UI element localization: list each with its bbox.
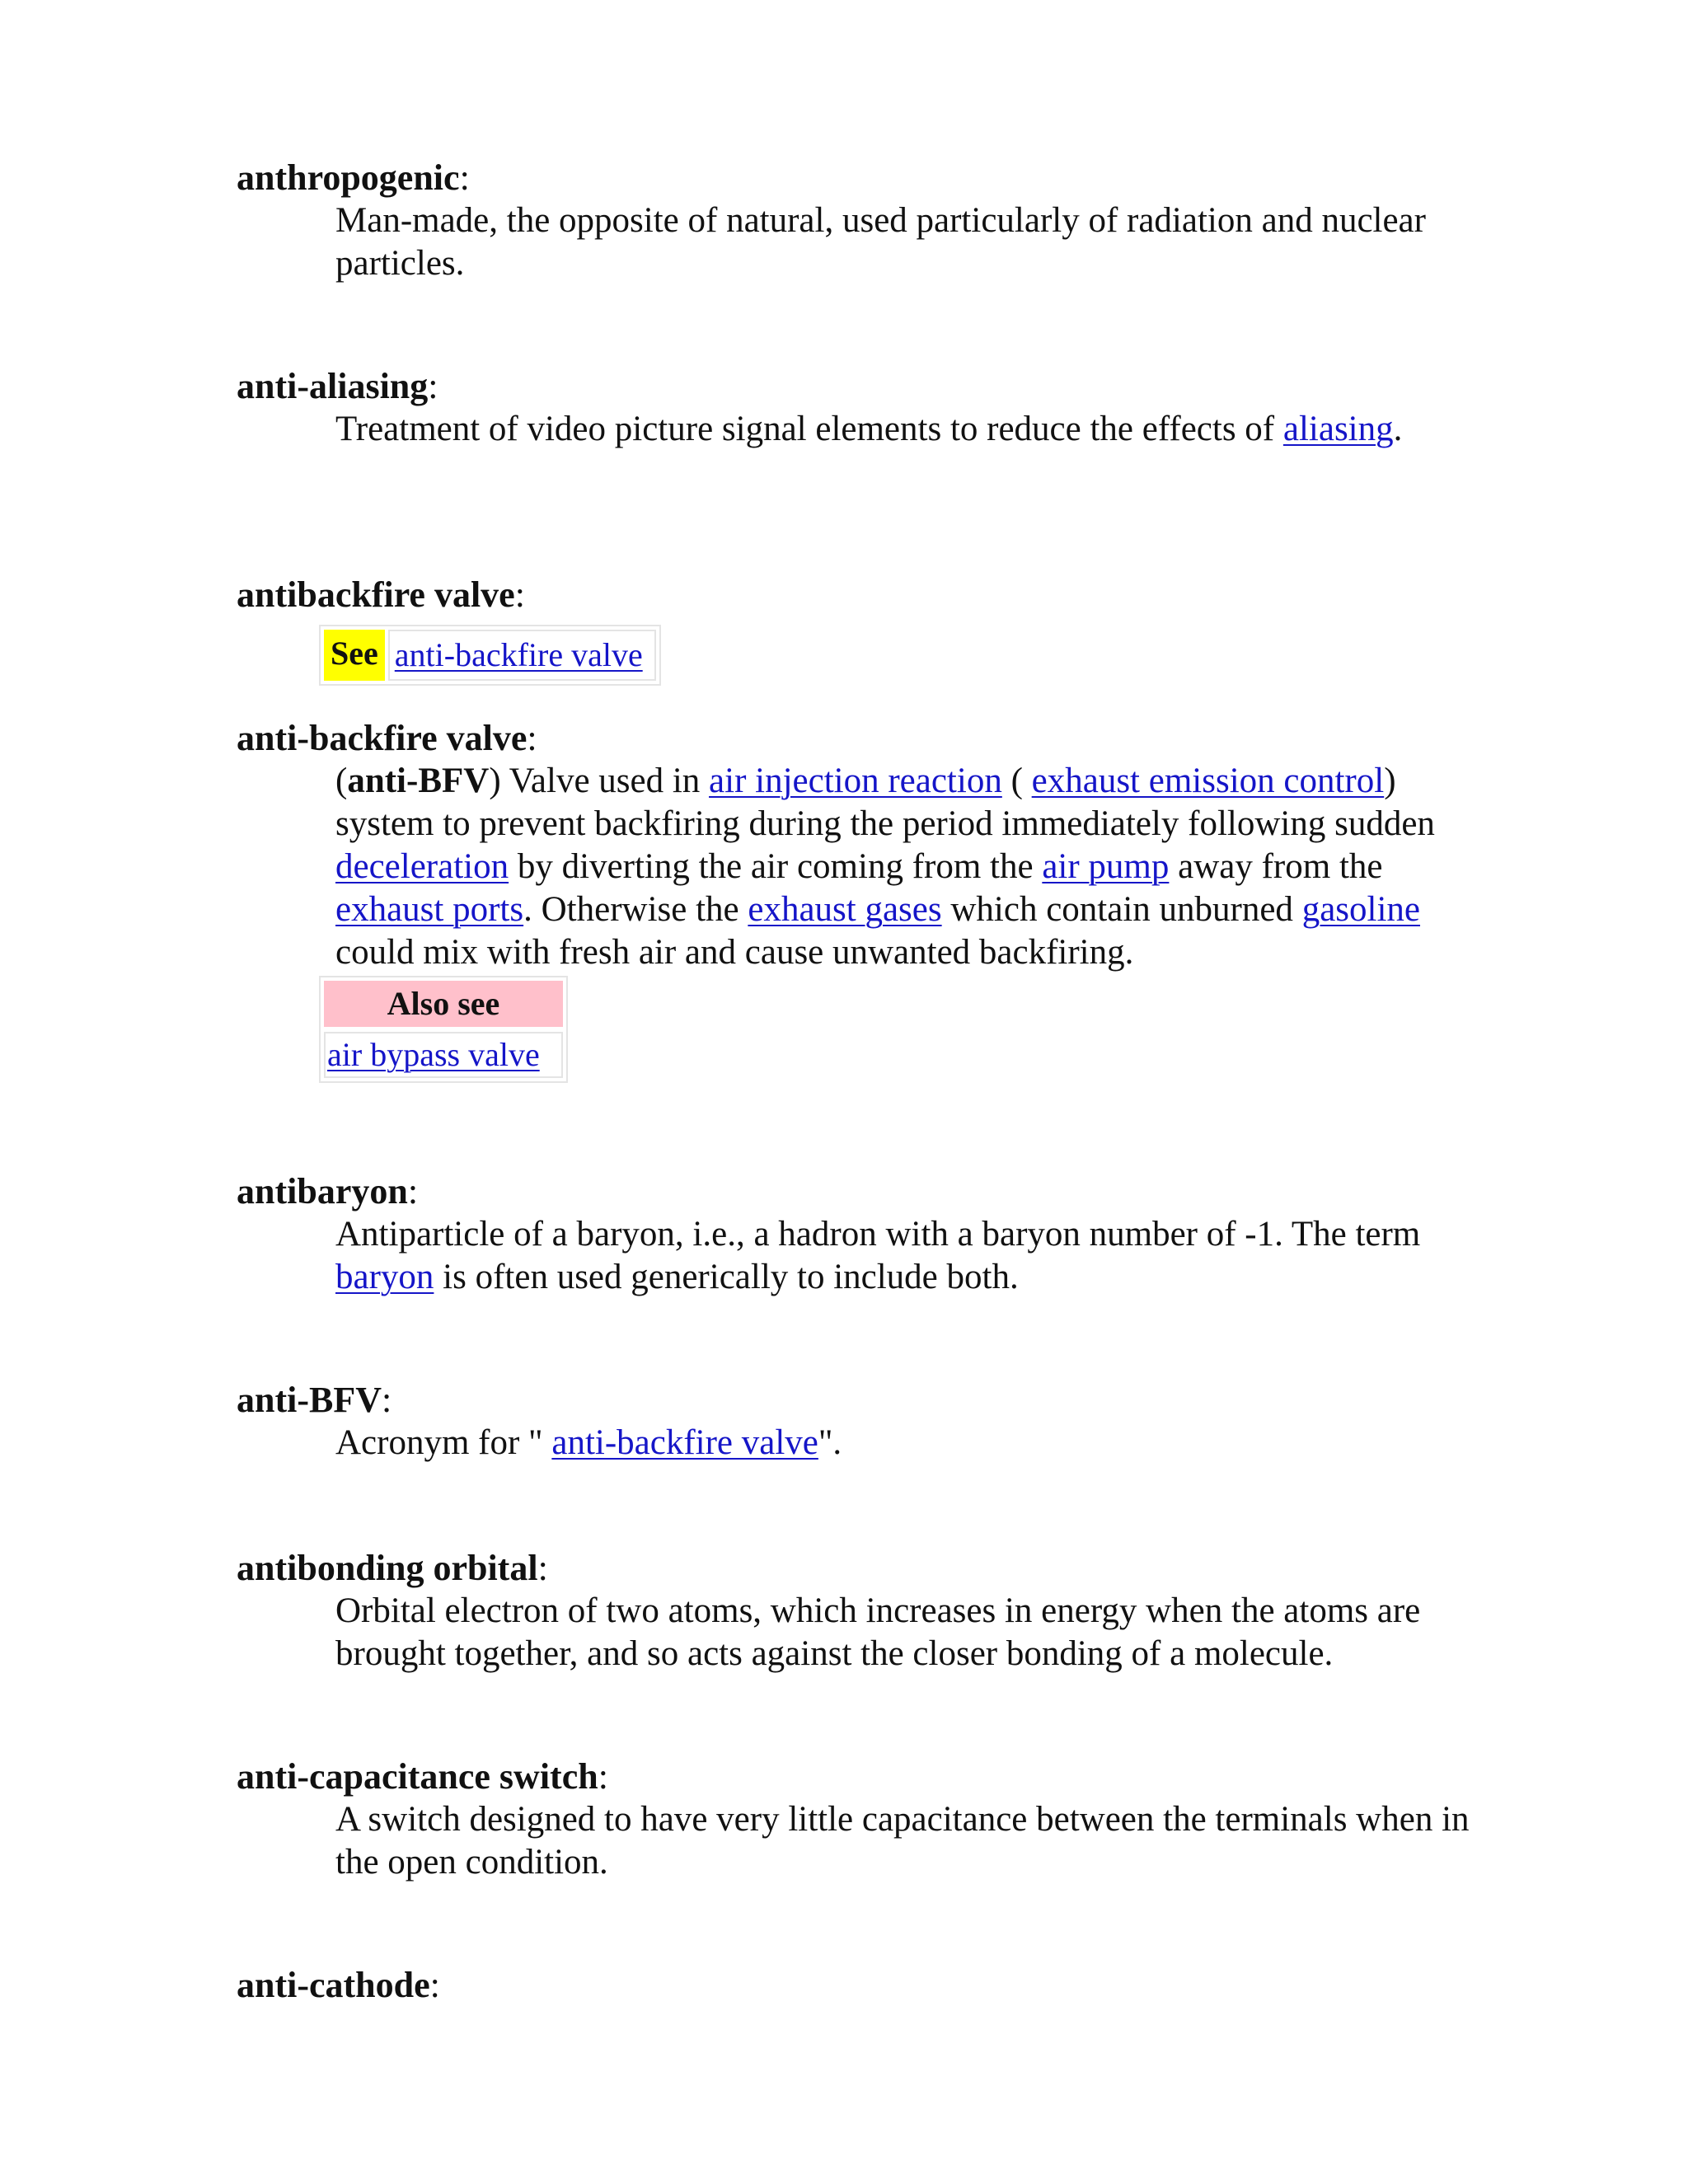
entry-antibackfire-valve <box>237 574 1522 686</box>
entry-definition: Orbital electron of two atoms, which increases in energy when the atoms are brought together, and so acts against the closer bonding of a molecule. <box>335 1591 1421 1673</box>
link-anti-backfire-valve[interactable]: anti-backfire valve <box>551 1423 818 1462</box>
entry-anthropogenic <box>237 157 1522 285</box>
entry-definition: Treatment of video picture signal elements to reduce the effects of aliasing. <box>335 410 1403 448</box>
entry-term: anti-backfire valve: <box>237 718 537 758</box>
entry-anti-backfire-valve <box>237 717 1522 1083</box>
entry-term: antibonding orbital: <box>237 1548 548 1588</box>
entry-definition: Acronym for " anti-backfire valve". <box>335 1423 842 1462</box>
link-exhaust-ports[interactable]: exhaust ports <box>335 890 524 929</box>
entry-anti-capacitance-switch <box>237 1755 1522 1884</box>
also-see-label: Also see <box>324 981 563 1027</box>
see-label: See <box>324 630 385 681</box>
entry-anti-aliasing <box>237 365 1522 451</box>
entry-term: anti-capacitance switch: <box>237 1756 608 1797</box>
also-see-link-cell <box>324 1032 563 1078</box>
entry-term: anti-BFV: <box>237 1380 392 1420</box>
entry-definition: A switch designed to have very little capacitance between the terminals when in the open condition. <box>335 1800 1470 1882</box>
entry-term: anti-aliasing: <box>237 366 438 406</box>
link-anti-backfire-valve[interactable]: anti-backfire valve <box>394 636 643 673</box>
entry-definition: Man-made, the opposite of natural, used particularly of radiation and nuclear particles. <box>335 201 1426 283</box>
link-baryon[interactable]: baryon <box>335 1258 434 1296</box>
see-link-cell <box>388 630 656 681</box>
entry-definition: (anti-BFV) Valve used in air injection reaction ( exhaust emission control) system to prevent backfiring during the period immediately following sudden deceleration by diverting the air coming from the air pump away from the exhaust ports. Otherwise the exhaust gases which contain unburned gasoline could mix with fresh air and cause unwanted backfiring. <box>335 762 1435 972</box>
link-gasoline[interactable]: gasoline <box>1301 890 1420 929</box>
entry-antibonding-orbital <box>237 1547 1522 1675</box>
entry-anti-bfv <box>237 1379 1522 1465</box>
link-exhaust-emission-control[interactable]: exhaust emission control <box>1031 762 1385 800</box>
link-aliasing[interactable]: aliasing <box>1282 410 1394 448</box>
entry-term: antibackfire valve: <box>237 574 525 615</box>
link-air-injection-reaction[interactable]: air injection reaction <box>709 762 1002 800</box>
also-see-box <box>319 976 568 1083</box>
link-air-pump[interactable]: air pump <box>1042 847 1170 886</box>
entry-antibaryon <box>237 1170 1522 1299</box>
entry-definition: Antiparticle of a baryon, i.e., a hadron with a baryon number of -1. The term baryon is often used generically to include both. <box>335 1215 1421 1296</box>
entry-term: antibaryon: <box>237 1171 419 1212</box>
link-exhaust-gases[interactable]: exhaust gases <box>748 890 942 929</box>
see-box <box>319 625 661 686</box>
entry-term: anthropogenic: <box>237 157 470 198</box>
link-air-bypass-valve[interactable]: air bypass valve <box>327 1036 540 1073</box>
link-deceleration[interactable]: deceleration <box>335 847 509 886</box>
entry-anti-cathode <box>237 1964 1522 2007</box>
entry-term: anti-cathode: <box>237 1965 440 2005</box>
